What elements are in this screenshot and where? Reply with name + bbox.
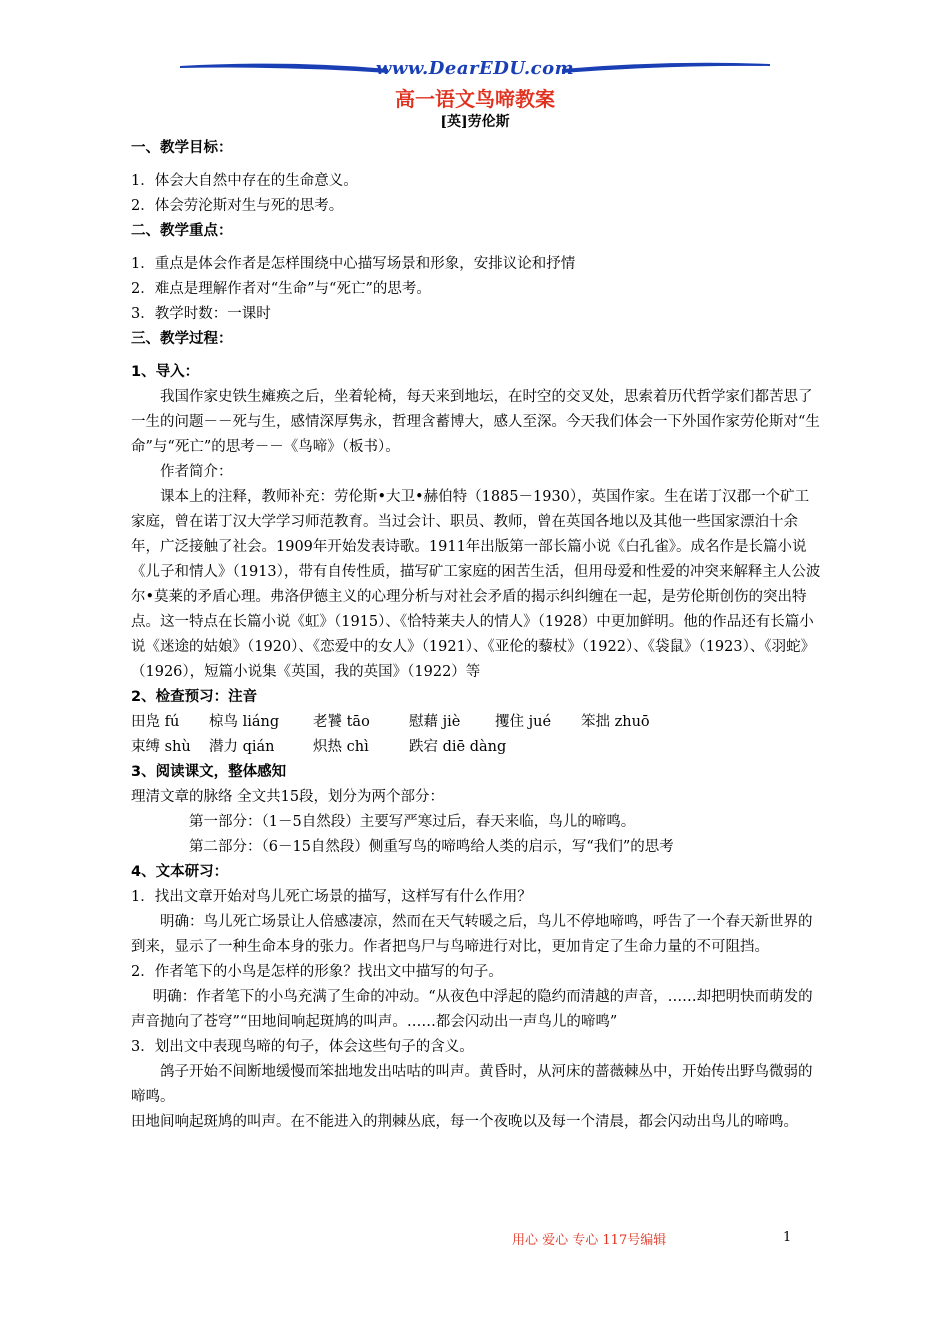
step-heading-preview: 2、检查预习：注音 [131,689,258,705]
pinyin-item: 束缚 shù [131,739,191,755]
answer-3-continued: 田地间响起斑鸠的叫声。在不能进入的荆棘丛底，每一个夜晚以及每一个清晨，都会闪动出鸟儿的啼鸣。 [131,1114,798,1130]
document-author: [英]劳伦斯 [440,114,510,130]
structure-part-1: 第一部分：（1－5自然段）主要写严寒过后，春天来临，鸟儿的啼鸣。 [189,814,636,830]
goal-item: 1．体会大自然中存在的生命意义。 [131,173,358,189]
section-heading-focus: 二、教学重点： [131,223,233,239]
site-url: www.DearEDU.com [375,58,575,79]
focus-item: 1．重点是体会作者是怎样围绕中心描写场景和形象，安排议论和抒情 [131,256,576,272]
goal-item: 2．体会劳沦斯对生与死的思考。 [131,198,344,214]
pinyin-item: 田凫 fú [131,714,180,730]
author-intro-paragraph: 课本上的注释，教师补充：劳伦斯•大卫•赫伯特（1885－1930），英国作家。生在诺丁汉郡一个矿工家庭，曾在诺丁汉大学学习师范教育。当过会计、职员、教师，曾在英国各地以及其他一些国家漂泊十余年，广泛接触了社会。1909年开始发表诗歌。1911年出版第一部长篇小说《白孔雀》。成名作是长篇小说《儿子和情人》（1913），带有自传性质，描写矿工家庭的困苦生活，但用母爱和性爱的冲突来解释主人公波尔•莫莱的矛盾心理。弗洛伊德主义的心理分析与对社会矛盾的揭示纠纠缠在一起，是劳伦斯创伤的突出特点。这一特点在长篇小说《虹》（1915）、《恰特莱夫人的情人》（1928）中更加鲜明。他的作品还有长篇小说《迷途的姑娘》（1920）、《恋爱中的女人》（1921）、《亚伦的藜杖》（1922）、《袋鼠》（1923）、《羽蛇》（1926），短篇小说集《英国，我的英国》（1922）等 [131,489,821,680]
section-heading-process: 三、教学过程： [131,331,233,347]
answer-3: 鸽子开始不间断地缓慢而笨拙地发出咕咕的叫声。黄昏时，从河床的蔷薇棘丛中，开始传出野鸟微弱的啼鸣。 [131,1064,813,1105]
pinyin-item: 潜力 qián [209,739,275,755]
author-intro-label: 作者简介： [160,464,233,480]
intro-paragraph: 我国作家史铁生瘫痪之后，坐着轮椅，每天来到地坛，在时空的交叉处，思索着历代哲学家们都苦思了一生的问题－－死与生，感情深厚隽永，哲理含蓄博大，感人至深。今天我们体会一下外国作家劳伦斯对“生命”与“死亡”的思考－－《鸟啼》（板书）。 [131,389,820,455]
answer-1: 明确：鸟儿死亡场景让人倍感凄凉，然而在天气转暖之后，鸟儿不停地啼鸣，呼告了一个春天新世界的到来，显示了一种生命本身的张力。作者把鸟尸与鸟啼进行对比，更加肯定了生命力量的不可阻挡。 [131,914,813,955]
pinyin-item: 跌宕 diē dàng [409,739,507,755]
question-3: 3．划出文中表现鸟啼的句子，体会这些句子的含义。 [131,1039,474,1055]
document-body [131,134,821,1135]
pinyin-item: 笨拙 zhuō [581,714,650,730]
step-heading-reading: 3、阅读课文，整体感知 [131,764,287,780]
focus-item: 3．教学时数：一课时 [131,306,271,322]
question-1: 1．找出文章开始对鸟儿死亡场景的描写，这样写有什么作用？ [131,889,532,905]
page-number: 1 [783,1230,792,1245]
pinyin-item: 老饕 tāo [313,714,370,730]
pinyin-item: 慰藉 jiè [409,714,461,730]
pinyin-item: 椋鸟 liáng [209,714,280,730]
step-heading-intro: 1、导入： [131,364,200,380]
document-title: 高一语文鸟啼教案 [395,87,555,111]
answer-2: 明确：作者笔下的小鸟充满了生命的冲动。“从夜色中浮起的隐约而清越的声音，……却把明快而萌发的声音抛向了苍穹”“田地间响起斑鸠的叫声。……都会闪动出一声鸟儿的啼鸣” [131,989,813,1030]
pinyin-row [131,710,821,735]
focus-item: 2．难点是理解作者对“生命”与“死亡”的思考。 [131,281,431,297]
footer-note: 用心 爱心 专心 117号编辑 [512,1233,667,1248]
structure-line: 理清文章的脉络 全文共15段，划分为两个部分： [131,789,445,805]
question-2: 2．作者笔下的小鸟是怎样的形象？找出文中描写的句子。 [131,964,503,980]
section-heading-goals: 一、教学目标： [131,140,233,156]
structure-part-2: 第二部分：（6－15自然段）侧重写鸟的啼鸣给人类的启示，写“我们”的思考 [189,839,674,855]
step-heading-study: 4、文本研习： [131,864,229,880]
pinyin-row [131,735,821,760]
pinyin-item: 攫住 jué [495,714,552,730]
site-header-logo [178,56,772,86]
pinyin-item: 炽热 chì [313,739,369,755]
